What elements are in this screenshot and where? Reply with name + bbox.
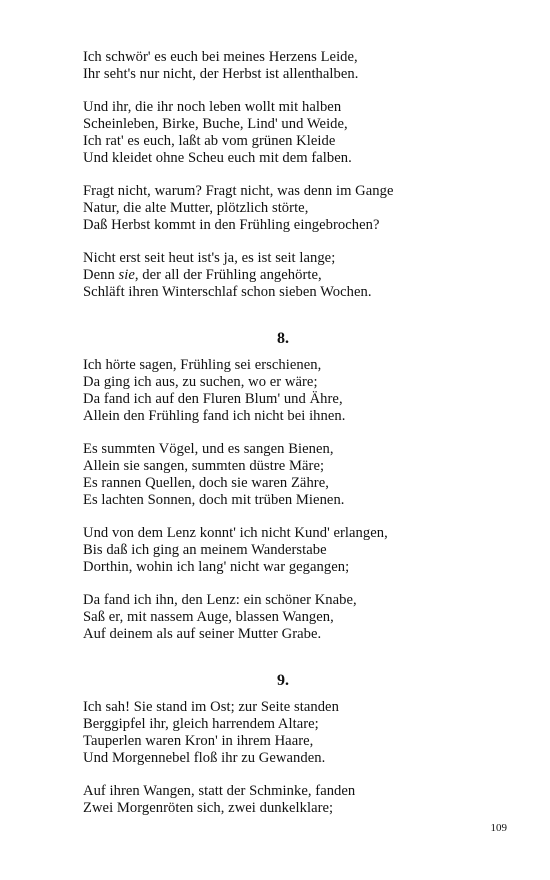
verse-line: Allein den Frühling fand ich nicht bei ihnen. [83, 408, 346, 424]
verse-line: Nicht erst seit heut ist's ja, es ist seit lange; [83, 250, 336, 266]
verse-line: Fragt nicht, warum? Fragt nicht, was denn im Gange [83, 183, 394, 199]
verse-line: Und von dem Lenz konnt' ich nicht Kund' erlangen, [83, 525, 388, 541]
verse-line: Tauperlen waren Kron' in ihrem Haare, [83, 733, 314, 749]
emphasized-word: sie [118, 267, 135, 283]
verse-line: Scheinleben, Birke, Buche, Lind' und Weide, [83, 116, 348, 132]
section-heading: 9. [277, 672, 289, 689]
verse-line: Ihr seht's nur nicht, der Herbst ist allenthalben. [83, 66, 359, 82]
stanza [83, 183, 483, 234]
stanza [83, 441, 483, 509]
verse-line: Daß Herbst kommt in den Frühling eingebrochen? [83, 217, 380, 233]
stanza [83, 49, 483, 83]
page-number: 109 [490, 822, 507, 834]
stanza [83, 250, 483, 301]
verse-line: Da ging ich aus, zu suchen, wo er wäre; [83, 374, 318, 390]
verse-line: Und ihr, die ihr noch leben wollt mit halben [83, 99, 342, 115]
verse-line: Ich sah! Sie stand im Ost; zur Seite standen [83, 699, 339, 715]
verse-line: Es rannen Quellen, doch sie waren Zähre, [83, 475, 329, 491]
verse-line: Allein sie sangen, summten düstre Märe; [83, 458, 325, 474]
stanza [83, 783, 483, 817]
poem-text [83, 49, 483, 817]
verse-line: Zwei Morgenröten sich, zwei dunkelklare; [83, 800, 334, 816]
verse-line: Auf ihren Wangen, statt der Schminke, fanden [83, 783, 356, 799]
verse-line: Auf deinem als auf seiner Mutter Grabe. [83, 626, 322, 642]
stanza [83, 99, 483, 167]
stanza [83, 699, 483, 767]
stanza [83, 357, 483, 425]
verse-text: , der all der Frühling angehörte, [134, 267, 322, 283]
verse-line: Natur, die alte Mutter, plötzlich störte, [83, 200, 309, 216]
verse-line: Ich rat' es euch, laßt ab vom grünen Kleide [83, 133, 336, 149]
verse-line: Da fand ich ihn, den Lenz: ein schöner Knabe, [83, 592, 357, 608]
verse-line: Und Morgennebel floß ihr zu Gewanden. [83, 750, 326, 766]
verse-line: Schläft ihren Winterschlaf schon sieben Wochen. [83, 284, 372, 300]
verse-line: Bis daß ich ging an meinem Wanderstabe [83, 542, 327, 558]
verse-text: Denn [83, 267, 119, 283]
verse-line: Ich schwör' es euch bei meines Herzens Leide, [83, 49, 358, 65]
section-heading: 8. [277, 330, 289, 347]
stanza [83, 525, 483, 576]
verse-line: Es summten Vögel, und es sangen Bienen, [83, 441, 334, 457]
verse-line: Und kleidet ohne Scheu euch mit dem falben. [83, 150, 352, 166]
verse-line: Berggipfel ihr, gleich harrendem Altare; [83, 716, 319, 732]
verse-line: Es lachten Sonnen, doch mit trüben Mienen. [83, 492, 345, 508]
verse-line: Da fand ich auf den Fluren Blum' und Ähre, [83, 391, 343, 407]
verse-line: Dorthin, wohin ich lang' nicht war gegangen; [83, 559, 350, 575]
verse-line [83, 267, 483, 284]
verse-line: Ich hörte sagen, Frühling sei erschienen, [83, 357, 322, 373]
stanza [83, 592, 483, 643]
verse-line: Saß er, mit nassem Auge, blassen Wangen, [83, 609, 334, 625]
